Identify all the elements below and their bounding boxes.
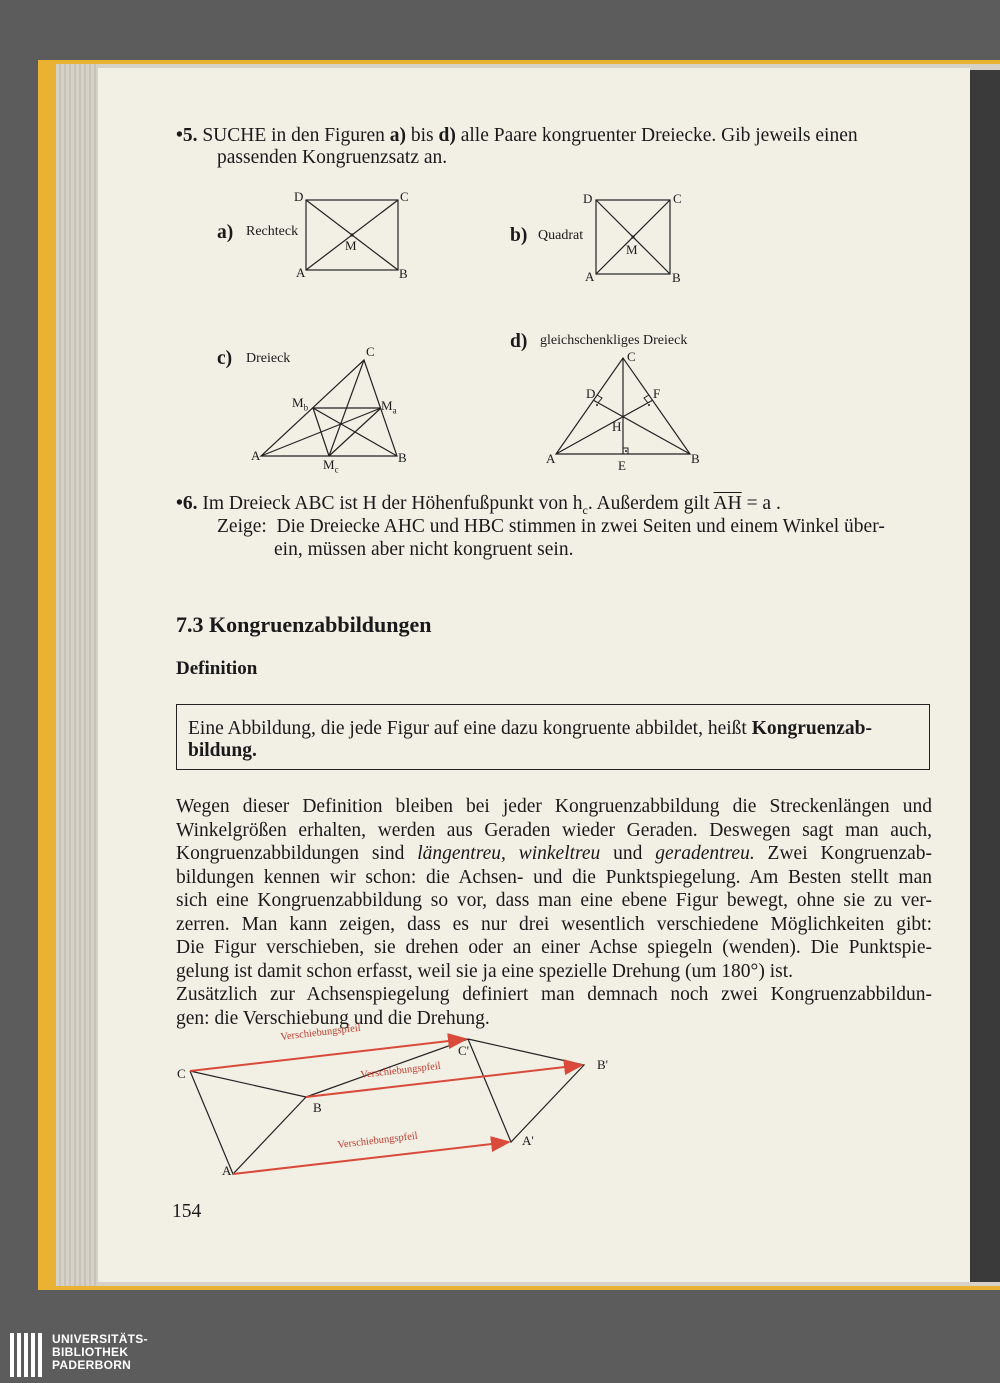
fig-a-caption: Rechteck — [246, 224, 299, 239]
task5-bis: bis — [406, 125, 439, 146]
fig-d-tag: d) — [510, 331, 528, 352]
task6-line2: Zeige: Die Dreiecke AHC und HBC stimmen in zwei Seiten und einem Winkel über- — [217, 516, 885, 537]
task5-line2: passenden Kongruenzsatz an. — [217, 147, 448, 168]
fig-a-label-m: M — [345, 238, 357, 253]
fig-c-label-mb: $M_b$ — [292, 395, 309, 413]
paragraph-line: Kongruenzabbildungen sind längentreu, winkeltreu und geradentreu. Zwei Kongruenzab- — [176, 843, 933, 864]
task5-number: •5. — [176, 125, 198, 146]
book-gutter — [970, 70, 1000, 1282]
page-number: 154 — [172, 1201, 202, 1222]
fig-d-caption: gleichschenkliges Dreieck — [540, 333, 688, 348]
paragraph-line: gelung ist damit schon erfasst, weil sie ja eine spezielle Drehung (um 180°) ist. — [176, 960, 794, 982]
fig-d-label-f: F — [653, 386, 661, 401]
fig-c-label-c: C — [366, 344, 375, 359]
fig-d-label-d: D — [586, 386, 596, 401]
paragraph-line: Die Figur verschieben, sie drehen oder an einer Achse spiegeln (wenden). Die Punktspie- — [176, 937, 932, 958]
paragraph-line: Zusätzlich zur Achsenspiegelung definiert man demnach noch zwei Kongruenzabbildun- — [176, 984, 932, 1005]
fig-d-isosceles-triangle — [550, 352, 700, 462]
definition-text: Eine Abbildung, die jede Figur auf eine dazu kongruente abbildet, heißt — [188, 718, 752, 739]
definition-line2: bildung. — [188, 740, 257, 761]
fig-c-tag: c) — [217, 348, 233, 369]
fig-b-label-c: C — [673, 191, 682, 206]
task6-number: •6. — [176, 493, 198, 514]
definition-line1 — [188, 717, 872, 740]
paragraph-line: gen: die Verschiebung und die Drehung. — [176, 1007, 490, 1029]
definition-heading: Definition — [176, 658, 258, 679]
fig-translation-label-a: A — [222, 1163, 232, 1178]
task6-segment-ah: $\overline{AH}$ — [713, 493, 742, 514]
fig-d-label-e: E — [618, 458, 626, 473]
paragraph-line: sich eine Kongruenzabbildung so vor, dass man eine ebene Figur bewegt, ohne sie zu ver- — [176, 890, 932, 911]
fig-b-tag: b) — [510, 225, 528, 246]
fig-a-label-c: C — [400, 189, 409, 204]
fig-d-label-a: A — [546, 451, 556, 466]
fig-b-label-b: B — [672, 270, 681, 285]
fig-b-square — [590, 194, 680, 284]
fig-c-label-a: A — [251, 448, 261, 463]
fig-b-caption: Quadrat — [538, 228, 584, 243]
paragraph-line: Wegen dieser Definition bleiben bei jeder Kongruenzabbildung die Streckenlängen und — [176, 796, 932, 817]
fig-c-label-ma: $M_a$ — [381, 398, 397, 416]
arrow-label-top: Verschiebungspfeil — [280, 1022, 362, 1043]
translation-figure — [170, 1022, 630, 1185]
fig-d-label-b: B — [691, 451, 700, 466]
arrow-label-mid: Verschiebungspfeil — [360, 1060, 442, 1081]
task6-line3: ein, müssen aber nicht kongruent sein. — [274, 539, 574, 560]
fig-a-tag: a) — [217, 222, 234, 243]
fig-c-caption: Dreieck — [246, 351, 291, 366]
fig-c-label-mc: $M_c$ — [323, 457, 339, 475]
paragraph-line: bildungen kennen wir schon: die Achsen- und die Punktspiegelung. Am Besten stellt man — [176, 866, 932, 888]
section-title: 7.3 Kongruenzabbildungen — [176, 612, 432, 637]
paragraph-line: Winkelgrößen erhalten, werden aus Geraden wieder Geraden. Deswegen sagt man auch, — [176, 819, 932, 841]
fig-b-label-m: M — [626, 242, 638, 257]
fig-a-label-b: B — [399, 266, 408, 281]
fig-translation-label-c-prime: C' — [458, 1043, 470, 1058]
fig-a-label-a: A — [296, 265, 306, 280]
task6-text-end: = a . — [741, 493, 781, 514]
task5-text: SUCHE in den Figuren — [202, 125, 390, 146]
task6-text-mid: . Außerdem gilt — [587, 493, 714, 514]
task5-text-end: alle Paare kongruenter Dreiecke. Gib jeweils einen — [455, 125, 858, 146]
definition-term: Kongruenzab- — [751, 718, 872, 739]
library-logo-icon — [10, 1333, 46, 1377]
fig-translation-label-b: B — [313, 1100, 322, 1115]
fig-d-label-h: H — [612, 419, 622, 434]
arrow-label-bottom: Verschiebungspfeil — [337, 1130, 419, 1151]
task5-ref-d: d) — [438, 125, 456, 146]
fig-b-label-a: A — [585, 269, 595, 284]
fig-translation-label-c: C — [177, 1066, 186, 1081]
task5-ref-a: a) — [389, 125, 406, 146]
fig-d-label-c: C — [627, 349, 636, 364]
fig-c-label-b: B — [398, 450, 407, 465]
fig-translation-label-a-prime: A' — [522, 1133, 534, 1148]
task5-line1 — [176, 124, 858, 147]
page-edges — [56, 64, 100, 1286]
task6-text: Im Dreieck ABC ist H der Höhenfußpunkt von h — [202, 493, 583, 514]
fig-translation-label-b-prime: B' — [597, 1057, 609, 1072]
library-logo-text: UNIVERSITÄTS- BIBLIOTHEK PADERBORN — [52, 1332, 148, 1372]
task6-subscript: c — [582, 502, 588, 517]
fig-a-label-d: D — [294, 189, 304, 204]
body-paragraph — [176, 795, 932, 1030]
paragraph-line: zerren. Man kann zeigen, dass es nur drei wesentlich verschiedene Möglichkeiten gibt: — [176, 913, 932, 935]
fig-b-label-d: D — [583, 191, 593, 206]
